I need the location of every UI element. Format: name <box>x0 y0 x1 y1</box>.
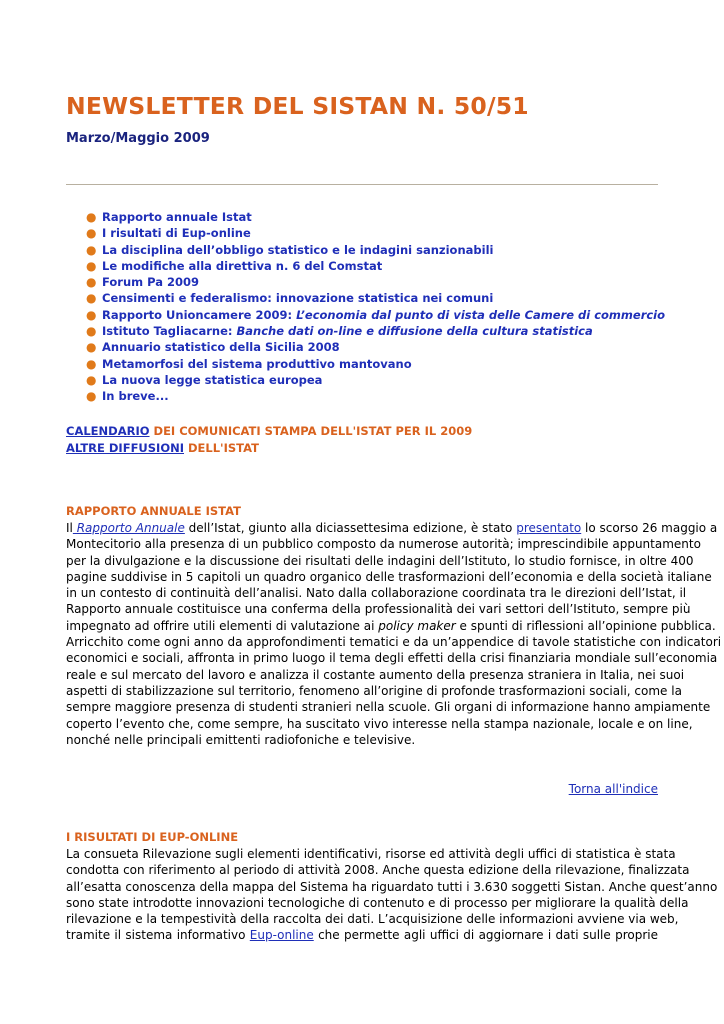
text-line: coperto l’evento che, come sempre, ha suscitato vivo interesse nella stampa nazionale, locale e on line, <box>66 716 693 731</box>
text-line: condotta con riferimento al periodo di attività 2008. Anche questa edizione della rilevazione, finalizzata <box>66 863 690 878</box>
text-line: Montecitorio alla presenza di un pubblico composto da numerose autorità; imprescindibile appuntamento <box>66 537 701 552</box>
text-line: rilevazione e la tempestività della raccolta dei dati. L’acquisizione delle informazioni avviene via web, <box>66 912 679 927</box>
text-line: sono state introdotte innovazioni tecnologiche di contenuto e di processo per migliorare la qualità della <box>66 895 689 910</box>
text-line: per la divulgazione e la discussione dei risultati delle indagini dell’Istituto, lo studio fornisce, in oltre 400 <box>66 553 694 568</box>
text-line: Rapporto annuale costituisce una conferma della professionalità dei vari settori dell’Istituto, sempre più <box>66 602 691 617</box>
bullet-icon: ● <box>86 340 97 355</box>
text-line: La consueta Rilevazione sugli elementi identificativi, risorse ed attività degli uffici di statistica è stata <box>66 847 676 861</box>
text-line: nonché nelle principali emittenti radiofoniche e televisive. <box>66 732 416 747</box>
text-line: sempre maggiore presenza di studenti stranieri nella scuole. Gli organi di informazione hanno ampiamente <box>66 700 711 715</box>
text-line: Arricchito come ogni anno da approfondimenti tematici e da un’appendice di tavole statistiche con indicatori <box>66 635 722 650</box>
back-to-index-link[interactable]: Torna all'indice <box>568 782 658 796</box>
bullet-icon: ● <box>86 258 97 273</box>
section-title-eup: I RISULTATI DI EUP-ONLINE <box>66 830 239 844</box>
text-line: Il Rapporto Annuale dell’Istat, giunto alla diciassettesima edizione, è stato presentato lo scorso 26 maggio a <box>66 521 718 535</box>
text-line: tramite il sistema informativo Eup-online che permette agli uffici di aggiornare i dati sulle proprie <box>66 928 658 943</box>
bullet-icon: ● <box>86 275 97 290</box>
toc-item[interactable]: ● Forum Pa 2009 <box>86 275 200 290</box>
toc-item[interactable]: ● Metamorfosi del sistema produttivo mantovano <box>86 356 412 371</box>
rapporto-annuale-link[interactable]: Rapporto Annuale <box>72 521 185 535</box>
other-releases-link[interactable]: ALTRE DIFFUSIONI <box>66 441 184 455</box>
toc-item[interactable]: ● Le modifiche alla direttiva n. 6 del Comstat <box>86 258 383 273</box>
toc-item[interactable]: ● La disciplina dell’obbligo statistico e le indagini sanzionabili <box>86 242 494 257</box>
calendar-link[interactable]: CALENDARIO <box>66 424 150 438</box>
bullet-icon: ● <box>86 356 97 371</box>
table-of-contents <box>84 209 665 405</box>
issue-date: Marzo/Maggio 2009 <box>66 131 210 146</box>
toc-item[interactable]: ● Rapporto annuale Istat <box>86 210 252 224</box>
presentato-link[interactable]: presentato <box>516 521 582 535</box>
bullet-icon: ● <box>86 210 97 224</box>
toc-item[interactable]: ● Annuario statistico della Sicilia 2008 <box>86 340 340 355</box>
toc-item[interactable]: ● Rapporto Unioncamere 2009: L’economia dal punto di vista delle Camere di commercio <box>86 307 666 322</box>
section-body-eup <box>66 846 718 944</box>
text-line: pagine suddivise in 5 capitoli un quadro organico delle trasformazioni dell’economia e della società italiane <box>66 569 712 584</box>
text-line: all’esatta conoscenza della mappa del Sistema ha riguardato tutti i 3.630 soggetti Sistan. Anche quest’anno <box>66 879 718 894</box>
text-line: impegnato ad offrire utili elementi di valutazione ai policy maker e spunti di riflessioni all’opinione pubblica. <box>66 618 716 633</box>
bullet-icon: ● <box>86 372 97 387</box>
divider <box>66 184 658 185</box>
eup-online-link[interactable]: Eup-online <box>249 928 314 943</box>
section-body-rapporto <box>66 520 722 748</box>
toc-item[interactable]: ● I risultati di Eup-online <box>86 226 251 241</box>
toc-item[interactable]: ● Istituto Tagliacarne: Banche dati on-line e diffusione della cultura statistica <box>86 324 593 339</box>
toc-item[interactable]: ● In breve... <box>86 389 169 404</box>
bullet-icon: ● <box>86 324 97 339</box>
section-title-rapporto: RAPPORTO ANNUALE ISTAT <box>66 504 241 518</box>
text-line: aspetti di stabilizzazione sul territorio, fenomeno all’origine di profonde trasformazioni sociali, come la <box>66 683 682 698</box>
external-links <box>66 423 472 457</box>
calendar-line: CALENDARIO DEI COMUNICATI STAMPA DELL'ISTAT PER IL 2009 <box>66 424 473 438</box>
text-line: economici e sociali, affronta in primo luogo il tema degli effetti della crisi finanziaria mondiale sull’economia <box>66 651 718 666</box>
bullet-icon: ● <box>86 389 97 404</box>
toc-item[interactable]: ● Censimenti e federalismo: innovazione statistica nei comuni <box>86 291 494 306</box>
text-line: in un contesto di continuità dell’analisi. Nato dalla collaborazione coordinata tra le direzioni dell’Istat, il <box>66 586 687 601</box>
bullet-icon: ● <box>86 307 97 322</box>
bullet-icon: ● <box>86 242 97 257</box>
toc-item[interactable]: ● La nuova legge statistica europea <box>86 372 323 387</box>
bullet-icon: ● <box>86 226 97 241</box>
other-releases-line: ALTRE DIFFUSIONI DELL'ISTAT <box>66 441 259 455</box>
page-title: NEWSLETTER DEL SISTAN N. 50/51 <box>66 92 529 120</box>
text-line: reale e sul mercato del lavoro e analizza il costante aumento della presenza straniera in Italia, nei suoi <box>66 667 685 682</box>
bullet-icon: ● <box>86 291 97 306</box>
